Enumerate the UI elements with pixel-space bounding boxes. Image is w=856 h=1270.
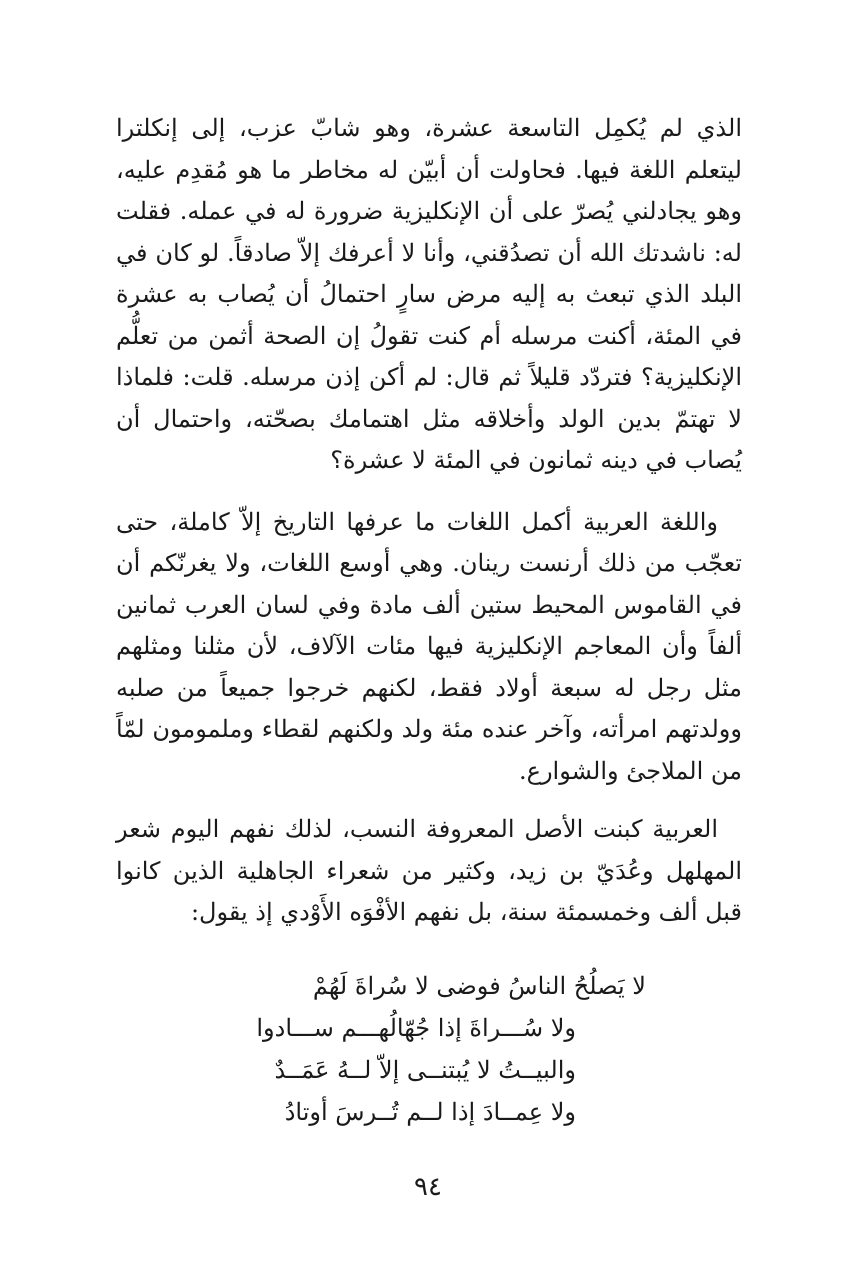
text-line: له: ناشدتك الله أن تصدُقني، وأنا لا أعرفك إلاّ صادقاً. لو كان bbox=[155, 238, 742, 267]
text-line: يُصاب في دينه ثمانون في المئة لا عشرة؟ bbox=[330, 446, 742, 474]
poem-block bbox=[206, 965, 726, 1133]
text-line: من الملاجئ والشوارع. bbox=[519, 756, 742, 785]
page-body bbox=[116, 108, 742, 951]
text-line: أن في القاموس المحيط ستين ألف مادة وفي لسان العرب ثمانين bbox=[116, 549, 742, 619]
text-line: واللغة العربية أكمل اللغات ما عرفها التاريخ إلاّ كاملة، حتى bbox=[116, 507, 718, 536]
text-line: مثل رجل له سبعة أولاد فقط، لكنهم خرجوا جميعاً من صلبه bbox=[116, 673, 742, 702]
page-number: ٩٤ bbox=[414, 1172, 442, 1202]
text-line: وولدتهم امرأته، وآخر عنده مئة ولد ولكنهم لقطاء وملمومون لمّاً bbox=[116, 715, 742, 743]
poem-line: ولا عِمــادَ إذا لــم تُــرسَ أوتادُ bbox=[284, 1098, 576, 1126]
text-line: تعجّب من ذلك أرنست رينان. وهي أوسع اللغات، ولا يغرنّكم bbox=[149, 549, 742, 577]
text-line: في المئة، أكنت مرسله أم كنت تقولُ إن الصحة أثمن من تعلُّم bbox=[116, 321, 742, 350]
text-line: ليتعلم اللغة فيها. فحاولت أن أبيّن له مخاطر ما هو مُقدِم عليه، bbox=[116, 155, 742, 184]
poem-line: لا يَصلُحُ الناسُ فوضى لا سُراةَ لَهُمْ bbox=[312, 972, 646, 1000]
paragraph-2 bbox=[116, 502, 742, 793]
text-line: في البلد الذي تبعث به إليه مرض سارٍ احتمالُ أن يُصاب به عشرة bbox=[116, 238, 742, 308]
poem-line: والبيــتُ لا يُبتنــى إلاّ لــهُ عَمَــدٌ bbox=[274, 1056, 576, 1084]
text-line: العربية كبنت الأصل المعروفة النسب، لذلك نفهم اليوم bbox=[170, 815, 718, 843]
text-line: وهو يجادلني يُصرّ على أن الإنكليزية ضرورة له في عمله. فقلت bbox=[116, 197, 742, 225]
text-line: لا تهتمّ بدين الولد وأخلاقه مثل اهتمامك بصحّته، واحتمال أن bbox=[116, 404, 742, 433]
poem-line: ولا سُـــراةَ إذا جُهّالُهـــم ســـادوا bbox=[256, 1014, 576, 1042]
text-line: الذي لم يُكمِل التاسعة عشرة، وهو شابّ عزب، إلى إنكلترا bbox=[116, 114, 742, 142]
paragraph-1 bbox=[116, 108, 742, 482]
paragraph-3 bbox=[116, 809, 742, 934]
text-line: شعر المهلهل وعُدَيّ بن زيد، وكثير من شعراء الجاهلية الذين bbox=[116, 815, 742, 885]
text-line: الإنكليزية؟ فتردّد قليلاً ثم قال: لم أكن إذن مرسله. قلت: فلماذا bbox=[116, 363, 742, 391]
text-line: كانوا قبل ألف وخمسمئة سنة، بل نفهم الأفْوَه الأَوْدي إذ يقول: bbox=[116, 856, 742, 926]
text-line: ألفاً وأن المعاجم الإنكليزية فيها مئات الآلاف، لأن مثلنا ومثلهم bbox=[116, 632, 742, 660]
